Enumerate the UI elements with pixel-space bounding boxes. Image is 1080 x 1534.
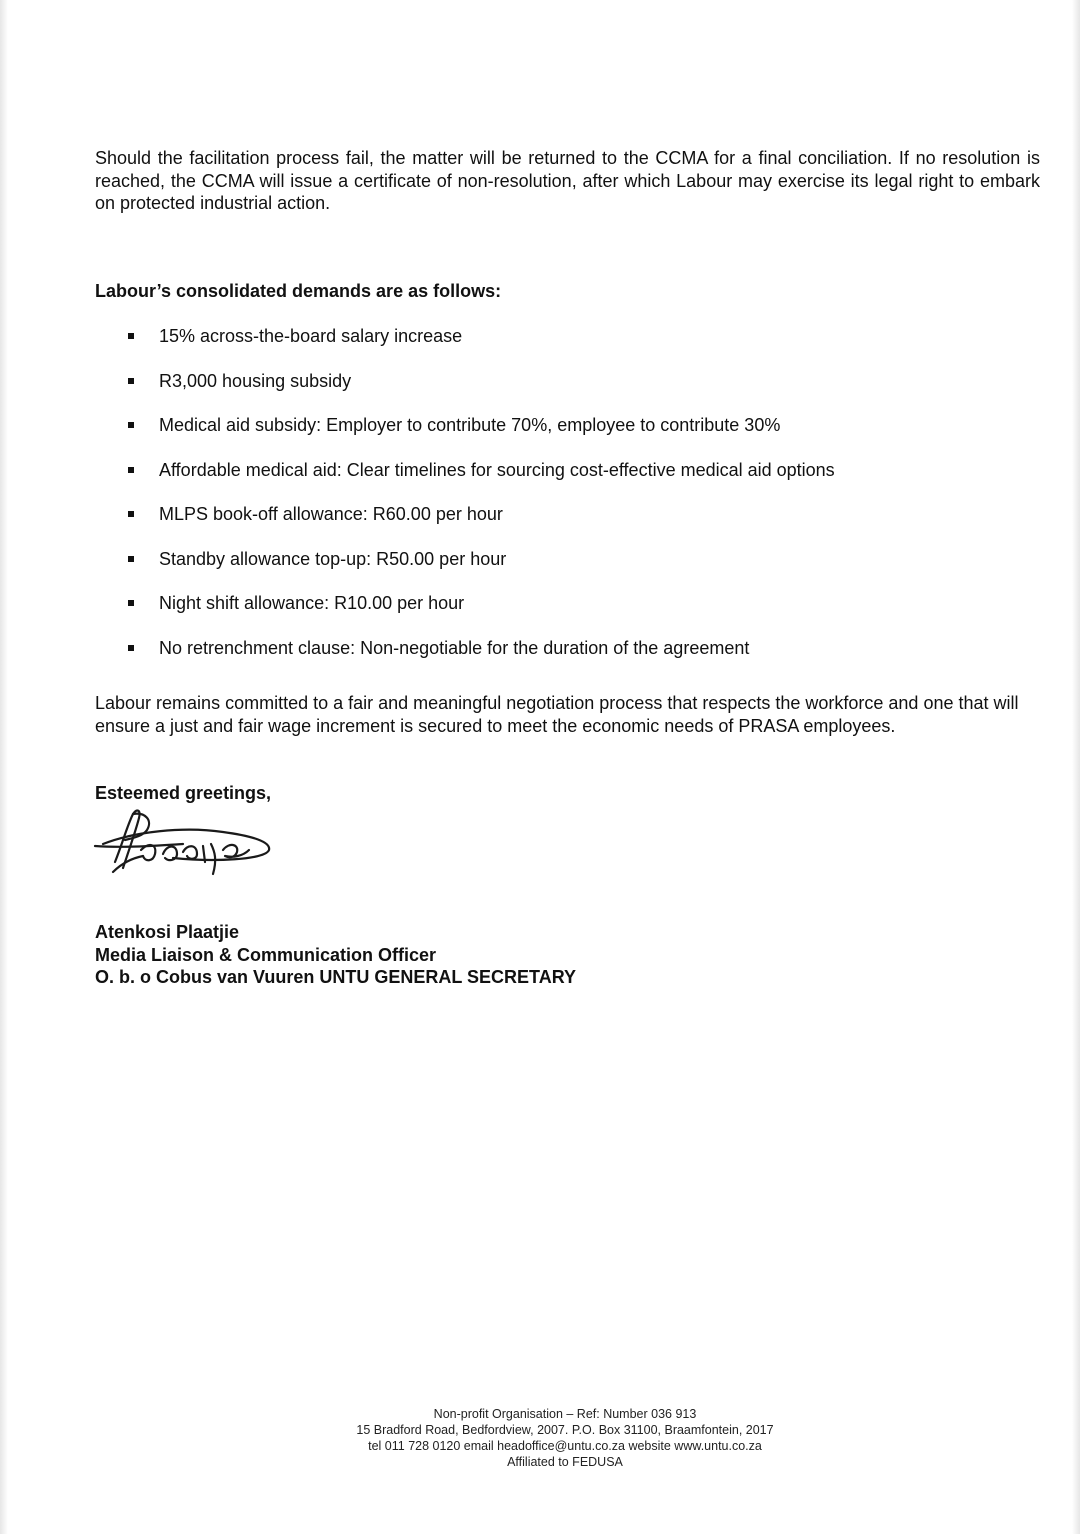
- intro-paragraph: Should the facilitation process fail, the matter will be returned to the CCMA for a final conciliation. If no resolution is reached, the CCMA will issue a certificate of non-resolution, after which Labour may exercise its legal right to embark on protected industrial action.: [95, 148, 1040, 213]
- bullet-square-icon: [128, 511, 134, 517]
- bullet-square-icon: [128, 645, 134, 651]
- page-edge-right: [1072, 0, 1080, 1534]
- bullet-square-icon: [128, 556, 134, 562]
- signature-block: [95, 921, 576, 989]
- list-item: [95, 637, 1040, 682]
- bullet-square-icon: [128, 378, 134, 384]
- list-item: [95, 325, 1040, 370]
- footer-address: 15 Bradford Road, Bedfordview, 2007. P.O. Box 31100, Braamfontein, 2017: [356, 1423, 774, 1437]
- demand-text: MLPS book-off allowance: R60.00 per hour: [159, 504, 503, 524]
- document-body: [95, 147, 1040, 987]
- list-item: [95, 370, 1040, 415]
- list-item: [95, 548, 1040, 593]
- bullet-square-icon: [128, 467, 134, 473]
- page-edge-left: [0, 0, 8, 1534]
- list-item: [95, 414, 1040, 459]
- handwritten-signature: [93, 802, 283, 882]
- demand-text: R3,000 housing subsidy: [159, 370, 352, 391]
- bullet-square-icon: [128, 422, 134, 428]
- footer-affiliation: Affiliated to FEDUSA: [507, 1455, 623, 1469]
- greeting: Esteemed greetings,: [95, 783, 272, 803]
- demand-text: No retrenchment clause: Non-negotiable for the duration of the agreement: [159, 637, 750, 658]
- signatory-name: Atenkosi Plaatjie: [95, 922, 240, 942]
- closing-paragraph: Labour remains committed to a fair and meaningful negotiation process that respects the workforce and one that will ensure a just and fair wage increment is secured to meet the economic needs of PRASA employees.: [95, 693, 1019, 736]
- list-item: [95, 503, 1040, 548]
- footer-registration: Non-profit Organisation – Ref: Number 036 913: [433, 1407, 697, 1421]
- bullet-square-icon: [128, 333, 134, 339]
- demand-text: Affordable medical aid: Clear timelines for sourcing cost-effective medical aid options: [159, 459, 835, 480]
- signatory-title: Media Liaison & Communication Officer: [95, 944, 437, 965]
- demand-text: Medical aid subsidy: Employer to contribute 70%, employee to contribute 30%: [159, 415, 781, 435]
- demands-list: [95, 325, 1040, 681]
- list-item: [95, 459, 1040, 504]
- bullet-square-icon: [128, 600, 134, 606]
- signatory-on-behalf: O. b. o Cobus van Vuuren UNTU GENERAL SECRETARY: [95, 967, 577, 987]
- demand-text: Standby allowance top-up: R50.00 per hour: [159, 548, 507, 569]
- list-item: [95, 592, 1040, 637]
- demand-text: Night shift allowance: R10.00 per hour: [159, 593, 465, 613]
- letter-footer: [240, 1406, 890, 1470]
- demand-text: 15% across-the-board salary increase: [159, 326, 463, 346]
- footer-contact: tel 011 728 0120 email headoffice@untu.co.za website www.untu.co.za: [368, 1439, 762, 1453]
- demands-heading: Labour’s consolidated demands are as follows:: [95, 281, 502, 301]
